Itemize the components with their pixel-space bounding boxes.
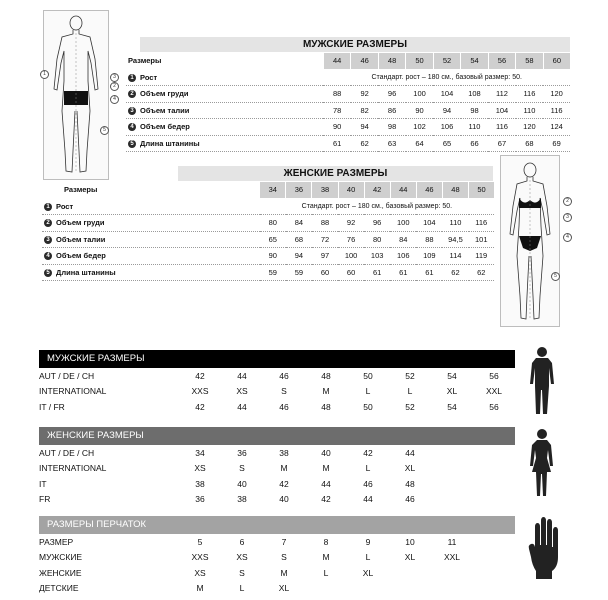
table-cell: 72	[312, 231, 338, 248]
row-label: Рост	[56, 201, 74, 211]
section-title: РАЗМЕРЫ ПЕРЧАТОК	[47, 519, 147, 530]
table-cell: 61	[364, 264, 390, 281]
women-table-title: ЖЕНСКИЕ РАЗМЕРЫ	[178, 166, 493, 181]
table-cell: XXS	[191, 552, 209, 563]
table-row	[39, 461, 431, 477]
table-cell: 42	[321, 494, 331, 505]
men-size-cell: 48	[378, 53, 405, 69]
table-cell	[389, 581, 431, 597]
table-cell: 94	[286, 248, 312, 265]
table-cell: 88	[323, 86, 350, 103]
men-row-chest	[126, 86, 570, 103]
table-cell: 46	[405, 494, 415, 505]
table-cell: 80	[260, 215, 286, 232]
men-size-header-row	[126, 53, 570, 69]
table-cell: 116	[469, 215, 495, 232]
table-cell: 62	[351, 135, 378, 152]
men-standard-note: Стандарт. рост – 180 см., базовый размер: 50.	[323, 69, 570, 86]
women-size-cell: 34	[260, 182, 286, 198]
row-label: Длина штанины	[56, 267, 116, 277]
female-marker-2: 2	[563, 197, 572, 206]
table-cell: 56	[489, 401, 499, 412]
row-number-badge: 2	[44, 219, 52, 227]
women-sizes-band	[39, 427, 515, 445]
table-cell: L	[365, 463, 371, 474]
table-cell: 60	[312, 264, 338, 281]
female-silhouette-icon	[527, 428, 557, 498]
table-cell: 97	[312, 248, 338, 265]
men-header-label: Размеры	[126, 53, 323, 69]
table-cell: 88	[312, 215, 338, 232]
table-cell: 90	[323, 119, 350, 136]
table-cell: 48	[405, 478, 415, 489]
table-cell: 61	[323, 135, 350, 152]
row-label: Рост	[140, 72, 158, 82]
table-cell: L	[365, 552, 371, 563]
row-number-badge: 1	[44, 203, 52, 211]
table-cell: 119	[469, 248, 495, 265]
row-label: IT	[39, 478, 47, 489]
row-label: Объем груди	[140, 89, 189, 99]
table-row	[39, 492, 431, 508]
table-cell: 102	[406, 119, 433, 136]
table-cell: 42	[195, 370, 205, 381]
table-cell: 52	[405, 370, 415, 381]
table-cell: 59	[286, 264, 312, 281]
table-cell: 80	[364, 231, 390, 248]
table-cell: 42	[363, 447, 373, 458]
table-cell: 42	[195, 401, 205, 412]
male-body-outline-icon	[44, 11, 108, 179]
men-size-cell: 50	[406, 53, 433, 69]
table-cell: 116	[488, 119, 515, 136]
table-cell: 44	[237, 401, 247, 412]
table-cell: 94,5	[442, 231, 468, 248]
men-size-cell: 56	[488, 53, 515, 69]
table-cell: M	[196, 583, 204, 594]
table-cell: XL	[404, 463, 416, 474]
female-body-outline-icon	[501, 156, 559, 326]
table-cell: 92	[338, 215, 364, 232]
men-row-waist	[126, 102, 570, 119]
women-conversion-table	[39, 445, 431, 507]
table-cell: 50	[363, 401, 373, 412]
table-cell: 96	[364, 215, 390, 232]
table-cell: 38	[237, 494, 247, 505]
table-cell: S	[239, 463, 245, 474]
table-cell: 54	[447, 370, 457, 381]
table-cell: 124	[543, 119, 570, 136]
table-cell: 100	[406, 86, 433, 103]
table-cell: 76	[338, 231, 364, 248]
table-cell: 46	[279, 401, 289, 412]
table-cell: 69	[543, 135, 570, 152]
table-row	[39, 550, 473, 566]
row-label: Объем груди	[56, 218, 105, 228]
row-label: FR	[39, 494, 51, 505]
table-cell: 54	[447, 401, 457, 412]
row-number-badge: 3	[128, 107, 136, 115]
table-cell: L	[407, 386, 413, 397]
table-cell: 120	[543, 86, 570, 103]
table-cell	[431, 565, 473, 581]
men-row-height	[126, 69, 570, 86]
table-cell: S	[239, 567, 245, 578]
table-cell: 103	[364, 248, 390, 265]
table-row	[39, 445, 431, 461]
table-cell: 36	[195, 494, 205, 505]
female-figure-panel	[500, 155, 560, 327]
table-cell: XS	[194, 567, 206, 578]
table-cell: L	[239, 583, 245, 594]
table-cell: 10	[405, 536, 415, 547]
table-cell: 116	[516, 86, 543, 103]
table-cell: 68	[286, 231, 312, 248]
female-marker-5: 5	[551, 272, 560, 281]
section-title: ЖЕНСКИЕ РАЗМЕРЫ	[47, 430, 144, 441]
women-row-chest	[42, 215, 494, 232]
women-row-height	[42, 198, 494, 215]
women-standard-note: Стандарт. рост – 180 см., базовый размер: 50.	[260, 198, 494, 215]
table-cell	[431, 581, 473, 597]
table-cell: 40	[321, 447, 331, 458]
men-conversion-table	[39, 368, 515, 415]
table-cell: L	[323, 567, 329, 578]
table-cell: 40	[237, 478, 247, 489]
table-cell: L	[365, 386, 371, 397]
male-marker-4: 4	[110, 95, 119, 104]
table-cell: 9	[365, 536, 371, 547]
glove-sizes-band	[39, 516, 515, 534]
table-cell: 104	[488, 102, 515, 119]
table-cell: 36	[237, 447, 247, 458]
row-number-badge: 2	[128, 90, 136, 98]
table-cell: 7	[281, 536, 287, 547]
table-cell: 62	[442, 264, 468, 281]
table-cell: 66	[461, 135, 488, 152]
table-cell: 61	[416, 264, 442, 281]
women-measurement-table	[42, 182, 494, 281]
table-cell: 100	[390, 215, 416, 232]
table-cell: 44	[363, 494, 373, 505]
table-cell: 48	[321, 401, 331, 412]
row-number-badge: 4	[128, 123, 136, 131]
table-cell: XXS	[191, 386, 209, 397]
table-cell	[347, 581, 389, 597]
table-cell: 61	[390, 264, 416, 281]
table-cell: 11	[447, 536, 457, 547]
row-number-badge: 5	[44, 269, 52, 277]
table-cell: XS	[236, 386, 248, 397]
women-row-hips	[42, 248, 494, 265]
table-cell: M	[280, 463, 288, 474]
table-cell: 34	[195, 447, 205, 458]
table-cell: M	[322, 463, 330, 474]
table-cell: 42	[279, 478, 289, 489]
male-marker-2: 2	[110, 82, 119, 91]
table-cell: XXL	[443, 552, 461, 563]
female-marker-3: 3	[563, 213, 572, 222]
row-label: Объем бедер	[140, 122, 190, 132]
table-cell	[305, 581, 347, 597]
table-cell: 46	[279, 370, 289, 381]
row-label: Объем бедер	[56, 251, 106, 261]
table-cell: 44	[321, 478, 331, 489]
table-row	[39, 384, 515, 400]
men-size-cell: 54	[461, 53, 488, 69]
table-cell: 84	[390, 231, 416, 248]
row-label: AUT / DE / CH	[39, 370, 95, 381]
table-cell: 96	[378, 86, 405, 103]
table-cell: 98	[378, 119, 405, 136]
table-cell: M	[280, 567, 288, 578]
table-cell: 64	[406, 135, 433, 152]
table-row	[39, 581, 473, 597]
male-marker-5: 5	[100, 126, 109, 135]
table-row	[39, 399, 515, 415]
row-label: IT / FR	[39, 401, 65, 412]
table-cell: 84	[286, 215, 312, 232]
table-cell: 44	[237, 370, 247, 381]
women-row-waist	[42, 231, 494, 248]
women-size-cell: 50	[469, 182, 495, 198]
table-cell: 110	[461, 119, 488, 136]
table-cell: 92	[351, 86, 378, 103]
table-cell: 62	[469, 264, 495, 281]
male-marker-3: 3	[110, 73, 119, 82]
table-cell: 88	[416, 231, 442, 248]
table-cell: 65	[260, 231, 286, 248]
table-cell: 6	[239, 536, 245, 547]
table-cell: XL	[278, 583, 290, 594]
men-measurement-table	[126, 53, 570, 152]
women-size-cell: 44	[390, 182, 416, 198]
table-cell: 65	[433, 135, 460, 152]
table-cell: 38	[195, 478, 205, 489]
table-cell: 59	[260, 264, 286, 281]
table-cell: 90	[260, 248, 286, 265]
row-label: Длина штанины	[140, 138, 200, 148]
women-size-cell: 36	[286, 182, 312, 198]
table-cell: XL	[446, 386, 458, 397]
table-cell: 44	[405, 447, 415, 458]
table-cell: 94	[351, 119, 378, 136]
men-size-cell: 58	[516, 53, 543, 69]
glove-conversion-table	[39, 534, 473, 596]
table-cell: 98	[461, 102, 488, 119]
table-cell: 116	[543, 102, 570, 119]
men-size-cell: 44	[323, 53, 350, 69]
table-cell: 100	[338, 248, 364, 265]
table-cell: 106	[390, 248, 416, 265]
table-cell: 104	[433, 86, 460, 103]
row-label: ДЕТСКИЕ	[39, 583, 79, 594]
women-size-cell: 40	[338, 182, 364, 198]
table-cell: 104	[416, 215, 442, 232]
table-cell: 112	[488, 86, 515, 103]
women-row-inseam	[42, 264, 494, 281]
table-cell: 82	[351, 102, 378, 119]
men-row-hips	[126, 119, 570, 136]
table-cell: 114	[442, 248, 468, 265]
row-label: INTERNATIONAL	[39, 463, 107, 474]
table-row	[39, 565, 473, 581]
women-header-label: Размеры	[42, 182, 260, 198]
table-cell: 109	[416, 248, 442, 265]
table-cell: 78	[323, 102, 350, 119]
table-cell	[389, 565, 431, 581]
table-cell: M	[322, 386, 330, 397]
table-cell: 40	[279, 494, 289, 505]
table-cell: 52	[405, 401, 415, 412]
table-row	[39, 368, 515, 384]
table-cell: 8	[323, 536, 329, 547]
women-size-cell: 38	[312, 182, 338, 198]
row-label: РАЗМЕР	[39, 536, 74, 547]
men-size-cell: 46	[351, 53, 378, 69]
table-cell: S	[281, 552, 287, 563]
row-label: Объем талии	[56, 234, 106, 244]
table-cell: 90	[406, 102, 433, 119]
table-cell: 120	[516, 119, 543, 136]
row-number-badge: 1	[128, 74, 136, 82]
row-number-badge: 3	[44, 236, 52, 244]
glove-icon	[528, 515, 560, 581]
men-size-cell: 60	[543, 53, 570, 69]
men-table-title: МУЖСКИЕ РАЗМЕРЫ	[140, 37, 570, 52]
row-label: AUT / DE / CH	[39, 447, 95, 458]
table-cell: 48	[321, 370, 331, 381]
female-marker-4: 4	[563, 233, 572, 242]
table-cell: M	[322, 552, 330, 563]
table-row	[39, 476, 431, 492]
table-cell: XS	[236, 552, 248, 563]
table-cell: S	[281, 386, 287, 397]
row-label: Объем талии	[140, 105, 190, 115]
table-cell: 110	[516, 102, 543, 119]
male-marker-1: 1	[40, 70, 49, 79]
women-size-cell: 42	[364, 182, 390, 198]
table-cell: XS	[194, 463, 206, 474]
women-size-cell: 46	[416, 182, 442, 198]
men-row-inseam	[126, 135, 570, 152]
table-cell: 63	[378, 135, 405, 152]
table-cell: 60	[338, 264, 364, 281]
row-label: МУЖСКИЕ	[39, 552, 83, 563]
men-sizes-band	[39, 350, 515, 368]
table-cell: 56	[489, 370, 499, 381]
table-cell: 46	[363, 478, 373, 489]
table-cell: 106	[433, 119, 460, 136]
row-label: INTERNATIONAL	[39, 386, 107, 397]
section-title: МУЖСКИЕ РАЗМЕРЫ	[47, 353, 145, 364]
table-cell: 5	[197, 536, 203, 547]
male-silhouette-icon	[527, 346, 557, 416]
women-size-header-row	[42, 182, 494, 198]
table-cell: 38	[279, 447, 289, 458]
row-label: ЖЕНСКИЕ	[39, 567, 82, 578]
table-cell: XXL	[485, 386, 503, 397]
table-cell: 86	[378, 102, 405, 119]
table-cell: XL	[362, 567, 374, 578]
row-number-badge: 4	[44, 252, 52, 260]
table-row	[39, 534, 473, 550]
male-figure-panel	[43, 10, 109, 180]
table-cell: XL	[404, 552, 416, 563]
table-cell: 110	[442, 215, 468, 232]
table-cell: 94	[433, 102, 460, 119]
table-cell: 68	[516, 135, 543, 152]
women-size-cell: 48	[442, 182, 468, 198]
table-cell: 101	[469, 231, 495, 248]
table-cell: 108	[461, 86, 488, 103]
table-cell: 50	[363, 370, 373, 381]
table-cell: 67	[488, 135, 515, 152]
row-number-badge: 5	[128, 140, 136, 148]
men-size-cell: 52	[433, 53, 460, 69]
